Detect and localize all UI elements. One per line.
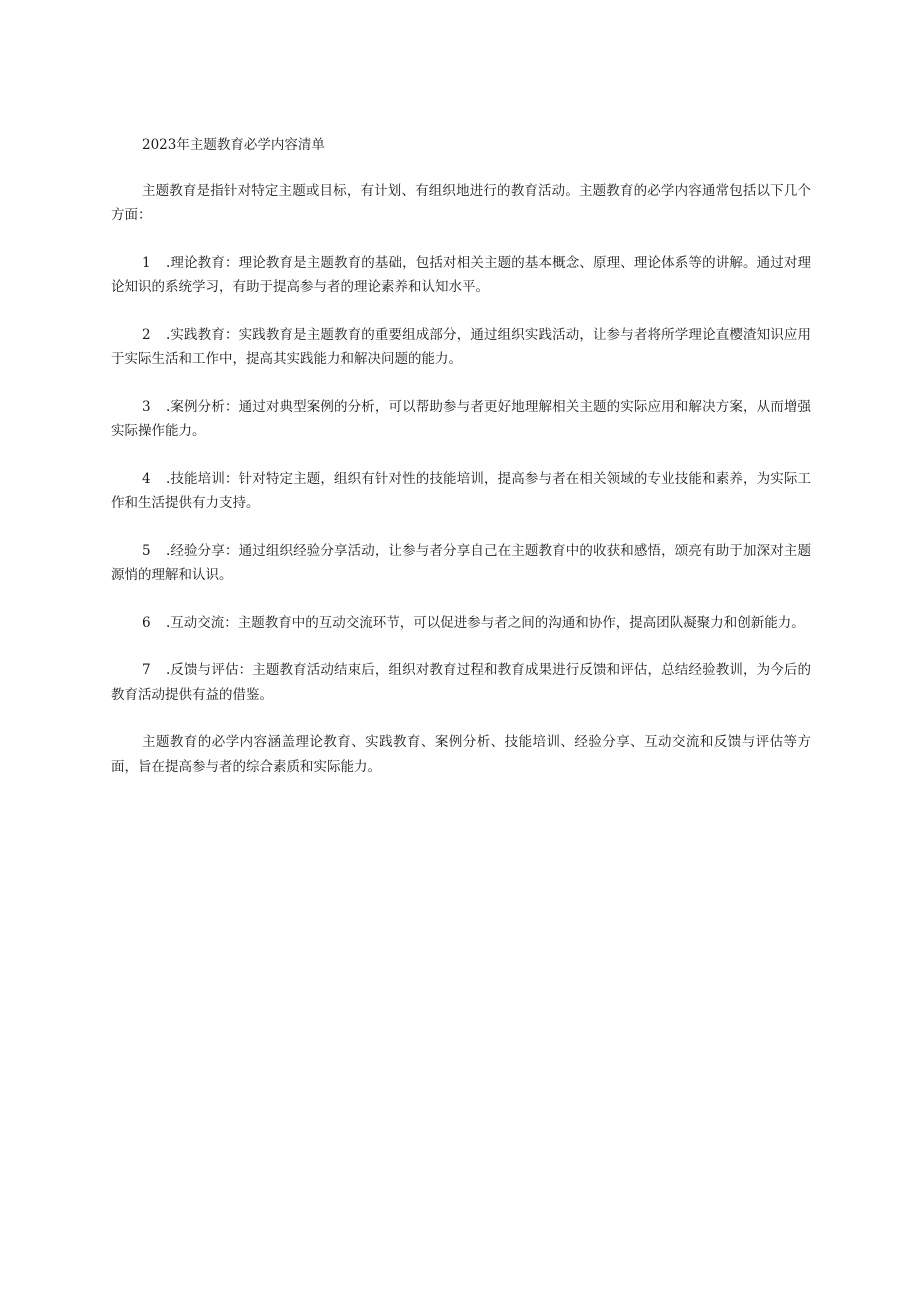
- list-item-number: 2: [142, 326, 151, 343]
- list-item-text: .互动交流：主题教育中的互动交流环节，可以促进参与者之间的沟通和协作，提高团队凝聚力和创新能力。: [166, 614, 805, 631]
- list-item: [111, 467, 811, 516]
- intro-paragraph: 主题教育是指针对特定主题或目标，有计划、有组织地进行的教育活动。主题教育的必学内容通常包括以下几个方面：: [111, 182, 811, 223]
- list-item: [111, 611, 811, 636]
- document-page: [111, 133, 811, 802]
- list-item-text: .反馈与评估：主题教育活动结束后，组织对教育过程和教育成果进行反馈和评估，总结经验教训，为今后的教育活动提供有益的借鉴。: [111, 662, 811, 703]
- list-item: [111, 658, 811, 707]
- conclusion-paragraph: 主题教育的必学内容涵盖理论教育、实践教育、案例分析、技能培训、经验分享、互动交流和反馈与评估等方面，旨在提高参与者的综合素质和实际能力。: [111, 734, 811, 775]
- list-item: [111, 323, 811, 372]
- list-item-text: .理论教育：理论教育是主题教育的基础，包括对相关主题的基本概念、原理、理论体系等的讲解。通过对理论知识的系统学习，有助于提高参与者的理论素养和认知水平。: [111, 254, 811, 295]
- list-item: [111, 539, 811, 588]
- list-item: [111, 395, 811, 444]
- list-item-number: 1: [142, 254, 151, 271]
- list-item-number: 7: [142, 662, 151, 678]
- list-item-number: 5: [142, 542, 151, 559]
- list-item-number: 6: [142, 614, 151, 631]
- document-title: 2023年主题教育必学内容清单: [142, 137, 325, 153]
- list-item-text: .技能培训：针对特定主题，组织有针对性的技能培训，提高参与者在相关领域的专业技能和素养，为实际工作和生活提供有力支持。: [111, 470, 811, 511]
- list-item-text: .案例分析：通过对典型案例的分析，可以帮助参与者更好地理解相关主题的实际应用和解决方案，从而增强实际操作能力。: [111, 398, 811, 439]
- list-item-text: .经验分享：通过组织经验分享活动，让参与者分享自己在主题教育中的收获和感悟，颂亮有助于加深对主题源悄的理解和认识。: [111, 542, 811, 583]
- list-item-text: .实践教育：实践教育是主题教育的重要组成部分，通过组织实践活动，让参与者将所学理论直樱渣知识应用于实际生活和工作中，提高其实践能力和解决问题的能力。: [111, 326, 811, 367]
- list-item-number: 3: [142, 398, 151, 415]
- list-item-number: 4: [142, 470, 151, 487]
- list-item: [111, 251, 811, 300]
